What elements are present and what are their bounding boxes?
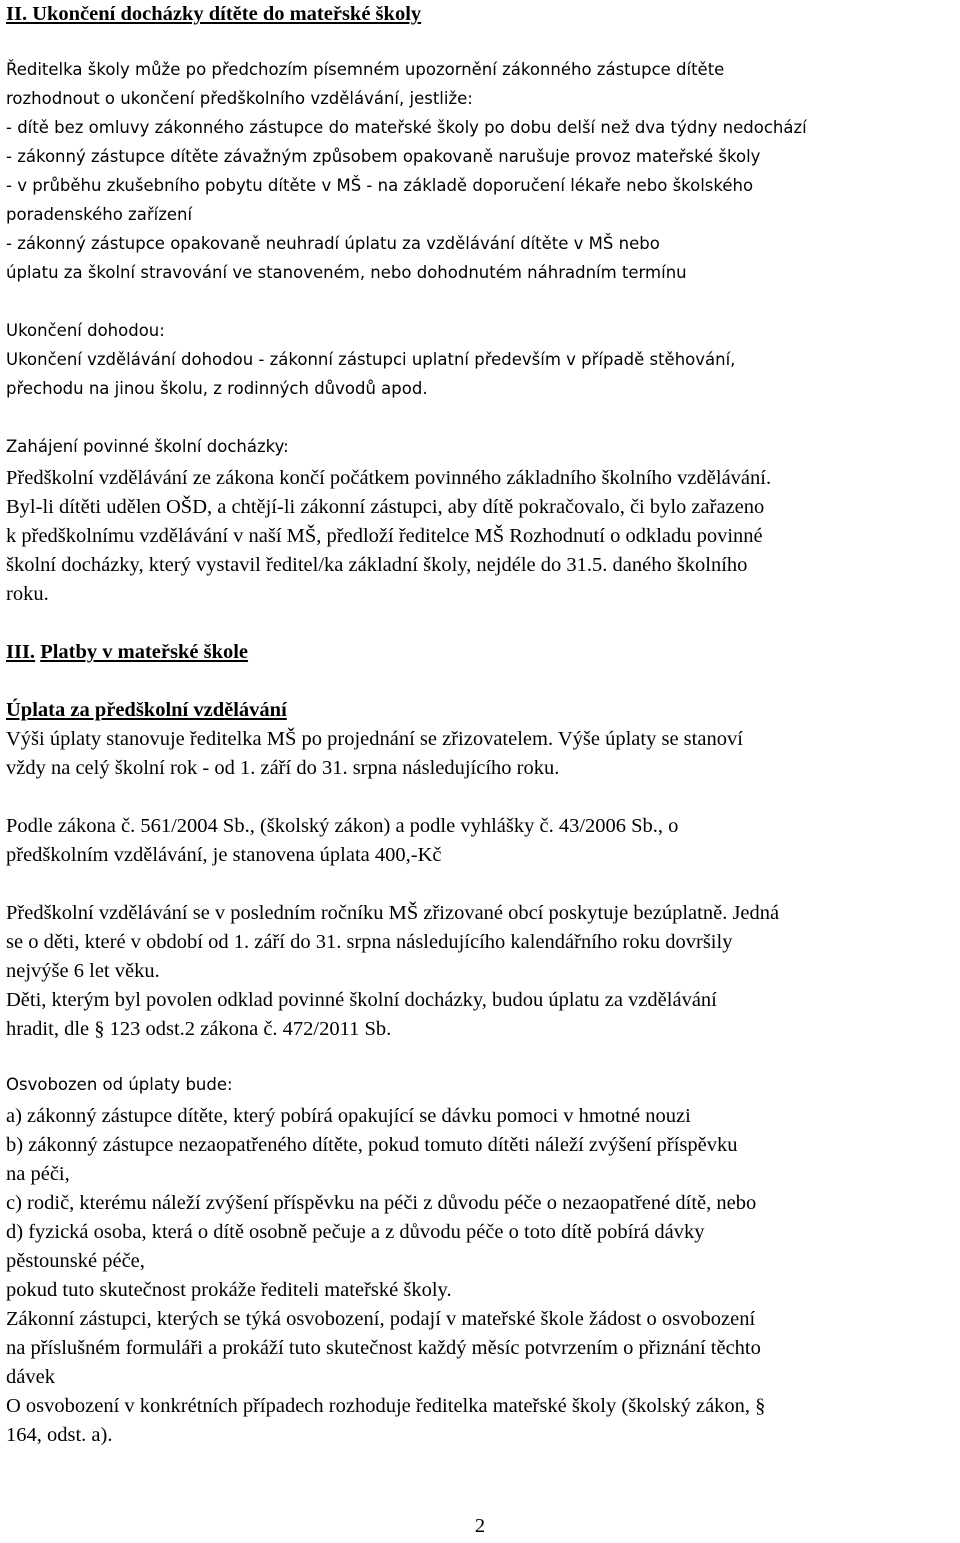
text-line: rozhodnout o ukončení předškolního vzdělávání, jestliže: bbox=[6, 89, 473, 108]
text-line: Byl-li dítěti udělen OŠD, a chtějí-li zákonní zástupci, aby dítě pokračovalo, či bylo zařazeno bbox=[6, 496, 765, 518]
exempt-label: Osvobozen od úplaty bude: bbox=[6, 1075, 233, 1094]
section-3-subheading: Úplata za předškolní vzdělávání bbox=[6, 699, 287, 721]
text-line: hradit, dle § 123 odst.2 zákona č. 472/2011 Sb. bbox=[6, 1018, 392, 1040]
text-line: pěstounské péče, bbox=[6, 1250, 145, 1272]
text-line: předškolním vzdělávání, je stanovena úplata 400,-Kč bbox=[6, 844, 442, 866]
text-line: c) rodič, kterému náleží zvýšení příspěvku na péči z důvodu péče o nezaopatřené dítě, nebo bbox=[6, 1192, 757, 1214]
text-line: na péči, bbox=[6, 1163, 70, 1185]
agreement-label: Ukončení dohodou: bbox=[6, 321, 165, 340]
text-line: Ukončení vzdělávání dohodou - zákonní zástupci uplatní především v případě stěhování, bbox=[6, 350, 736, 369]
text-line: školní docházky, který vystavil ředitel/ka základní školy, nejdéle do 31.5. daného školního bbox=[6, 554, 748, 576]
page-number: 2 bbox=[474, 1515, 486, 1537]
text-line: - zákonný zástupce opakovaně neuhradí úplatu za vzdělávání dítěte v MŠ nebo bbox=[6, 234, 660, 253]
text-line: pokud tuto skutečnost prokáže řediteli mateřské školy. bbox=[6, 1279, 452, 1301]
text-line: - v průběhu zkušebního pobytu dítěte v MŠ - na základě doporučení lékaře nebo školského bbox=[6, 176, 754, 195]
section-2-heading: II. Ukončení docházky dítěte do mateřské školy bbox=[6, 3, 422, 25]
text-line: se o děti, které v období od 1. září do 31. srpna následujícího kalendářního roku dovršily bbox=[6, 931, 733, 953]
section-3-title: Platby v mateřské škole bbox=[40, 641, 249, 663]
text-line: roku. bbox=[6, 583, 49, 605]
text-line: přechodu na jinou školu, z rodinných důvodů apod. bbox=[6, 379, 428, 398]
text-line: Podle zákona č. 561/2004 Sb., (školský zákon) a podle vyhlášky č. 43/2006 Sb., o bbox=[6, 815, 679, 837]
text-line: dávek bbox=[6, 1366, 55, 1388]
text-line: nejvýše 6 let věku. bbox=[6, 960, 160, 982]
text-line: k předškolnímu vzdělávání v naší MŠ, předloží ředitelce MŠ Rozhodnutí o odkladu povinné bbox=[6, 525, 763, 547]
text-line: Zákonní zástupci, kterých se týká osvobození, podají v mateřské škole žádost o osvobození bbox=[6, 1308, 756, 1330]
text-line: Ředitelka školy může po předchozím písemném upozornění zákonného zástupce dítěte bbox=[6, 60, 725, 79]
section-3-number: III. bbox=[6, 641, 36, 663]
text-line: Výši úplaty stanovuje ředitelka MŠ po projednání se zřizovatelem. Výše úplaty se stanoví bbox=[6, 728, 743, 750]
text-line: b) zákonný zástupce nezaopatřeného dítěte, pokud tomuto dítěti náleží zvýšení příspěvku bbox=[6, 1134, 738, 1156]
text-line: vždy na celý školní rok - od 1. září do 31. srpna následujícího roku. bbox=[6, 757, 560, 779]
text-line: a) zákonný zástupce dítěte, který pobírá opakující se dávku pomoci v hmotné nouzi bbox=[6, 1105, 691, 1127]
text-line: 164, odst. a). bbox=[6, 1424, 113, 1446]
text-line: na příslušném formuláři a prokáží tuto skutečnost každý měsíc potvrzením o přiznání těchto bbox=[6, 1337, 761, 1359]
text-line: O osvobození v konkrétních případech rozhoduje ředitelka mateřské školy (školský zákon, § bbox=[6, 1395, 766, 1417]
text-line: úplatu za školní stravování ve stanoveném, nebo dohodnutém náhradním termínu bbox=[6, 263, 687, 282]
text-line: - dítě bez omluvy zákonného zástupce do mateřské školy po dobu delší než dva týdny nedochází bbox=[6, 118, 807, 137]
section-3-heading bbox=[6, 642, 248, 663]
text-line: - zákonný zástupce dítěte závažným způsobem opakovaně narušuje provoz mateřské školy bbox=[6, 147, 761, 166]
text-line: d) fyzická osoba, která o dítě osobně pečuje a z důvodu péče o toto dítě pobírá dávky bbox=[6, 1221, 705, 1243]
text-line: Předškolní vzdělávání ze zákona končí počátkem povinného základního školního vzdělávání. bbox=[6, 467, 772, 489]
text-line: Děti, kterým byl povolen odklad povinné školní docházky, budou úplatu za vzdělávání bbox=[6, 989, 717, 1011]
text-line: poradenského zařízení bbox=[6, 205, 193, 224]
compulsory-label: Zahájení povinné školní docházky: bbox=[6, 437, 289, 456]
text-line: Předškolní vzdělávání se v posledním ročníku MŠ zřizované obcí poskytuje bezúplatně. Jedná bbox=[6, 902, 780, 924]
